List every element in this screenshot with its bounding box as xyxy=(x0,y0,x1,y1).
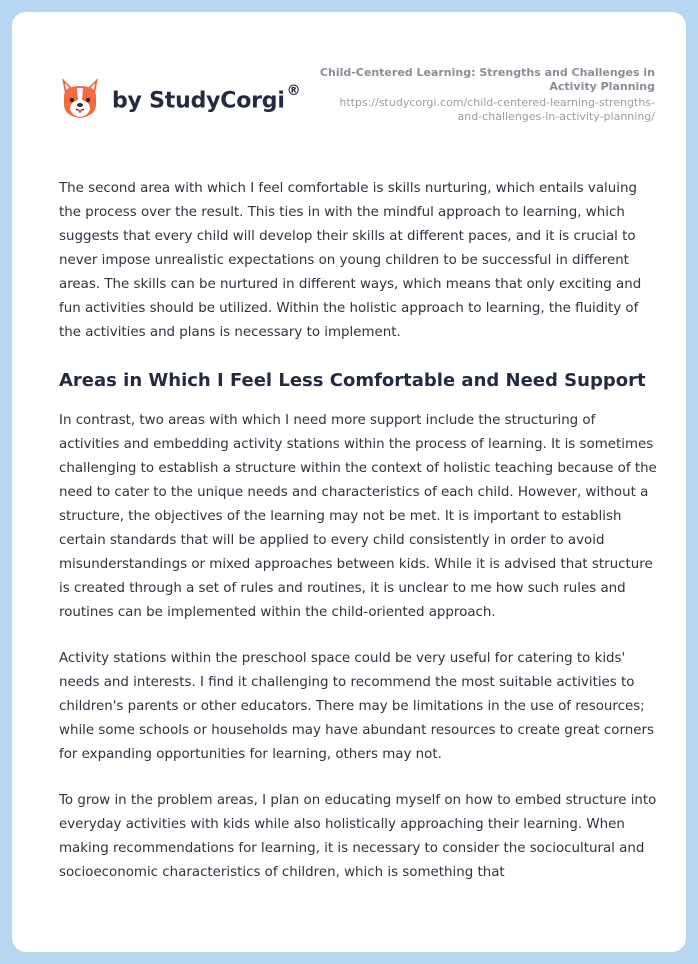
paragraph-2: In contrast, two areas with which I need more support include the structuring of activities and embedding activity stations within the process of learning. It is sometimes challenging to establish a structure within the context of holistic teaching because of the need to cater to the unique needs and characteristics of each child. However, without a structure, the objectives of the learning may not be met. It is important to establish certain standards that will be applied to every child consistently in order to avoid misunderstandings or mixed approaches between kids. While it is advised that structure is created through a set of rules and routines, it is unclear to me how such rules and routines can be implemented within the child-oriented approach. xyxy=(59,413,657,620)
paragraph-3: Activity stations within the preschool space could be very useful for catering to kids' needs and interests. I find it challenging to recommend the most suitable activities to children's parents or other educators. There may be limitations in the use of resources; while some schools or households may have abundant resources to create great corners for expanding opportunities for learning, others may not. xyxy=(59,651,654,762)
section-heading: Areas in Which I Feel Less Comfortable and Need Support xyxy=(59,370,646,391)
studycorgi-logo[interactable] xyxy=(60,76,300,120)
page-header xyxy=(12,12,686,162)
document-url[interactable]: https://studycorgi.com/child-centered-learning-strengths-and-challenges-in-activity-planning/ xyxy=(339,96,655,123)
document-title: Child-Centered Learning: Strengths and Challenges in Activity Planning xyxy=(319,66,655,93)
corgi-logo-icon xyxy=(60,76,100,120)
paragraph-1: The second area with which I feel comfortable is skills nurturing, which entails valuing the process over the result. This ties in with the mindful approach to learning, which suggests that every child will develop their skills at different paces, and it is crucial to never impose unrealistic expectations on young children to be successful in different areas. The skills can be nurtured in different ways, which means that only exciting and fun activities should be utilized. Within the holistic approach to learning, the fluidity of the activities and plans is necessary to implement. xyxy=(59,181,642,340)
document-body xyxy=(59,177,659,907)
document-meta xyxy=(315,66,655,124)
brand-name: by StudyCorgi ® xyxy=(112,82,301,114)
paragraph-4: To grow in the problem areas, I plan on educating myself on how to embed structure into everyday activities with kids while also holistically approaching their learning. When making recommendations for learning, it is necessary to consider the sociocultural and socioeconomic characteristics of children, which is something that xyxy=(59,793,657,880)
document-page xyxy=(12,12,686,952)
